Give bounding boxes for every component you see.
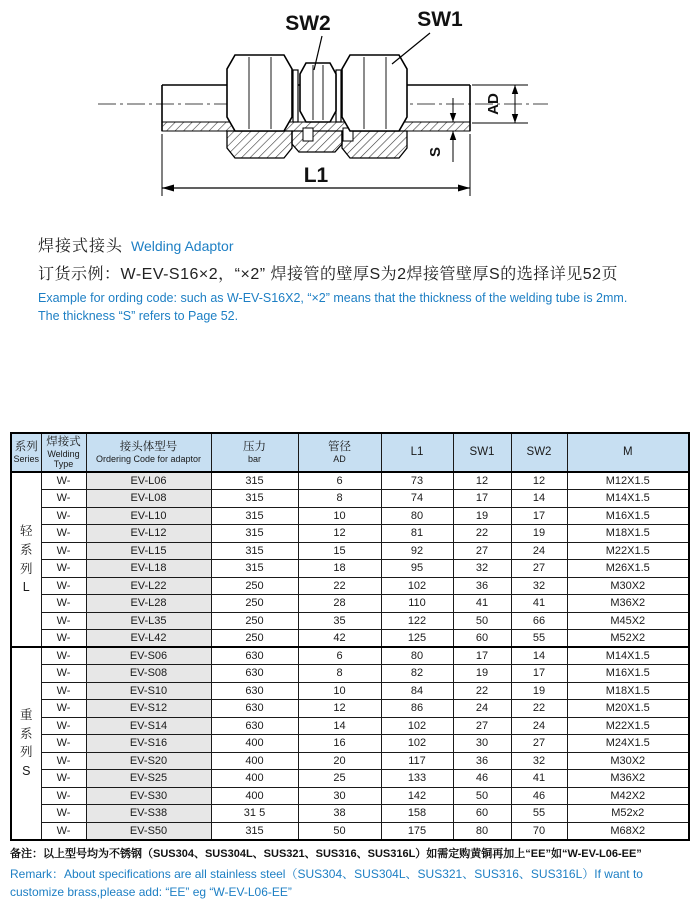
cell-sw2: 27 [511, 560, 567, 578]
cell-welding: W- [41, 560, 86, 578]
spec-table [10, 432, 690, 841]
cell-code: EV-S25 [86, 770, 211, 788]
cell-sw1: 60 [453, 630, 511, 648]
cell-sw1: 36 [453, 752, 511, 770]
cell-welding: W- [41, 787, 86, 805]
cell-ad: 15 [298, 542, 381, 560]
cell-sw1: 19 [453, 507, 511, 525]
order-example-english-2: The thickness “S” refers to Page 52. [38, 309, 239, 323]
cell-bar: 315 [211, 507, 298, 525]
cell-ad: 14 [298, 717, 381, 735]
cell-sw1: 30 [453, 735, 511, 753]
cell-sw1: 27 [453, 717, 511, 735]
cell-l1: 92 [381, 542, 453, 560]
cell-l1: 102 [381, 577, 453, 595]
cell-m: M14X1.5 [567, 647, 689, 665]
cell-bar: 315 [211, 542, 298, 560]
column-header: 系列 Series [11, 433, 41, 472]
column-header: SW2 [511, 433, 567, 472]
cell-l1: 73 [381, 472, 453, 490]
cell-sw2: 24 [511, 542, 567, 560]
cell-m: M42X2 [567, 787, 689, 805]
cell-sw2: 46 [511, 787, 567, 805]
cell-code: EV-L12 [86, 525, 211, 543]
dimension-label-sw2: SW2 [285, 12, 331, 35]
cell-m: M68X2 [567, 822, 689, 840]
cell-code: EV-S30 [86, 787, 211, 805]
cell-sw2: 22 [511, 700, 567, 718]
cell-l1: 175 [381, 822, 453, 840]
cell-sw2: 17 [511, 665, 567, 683]
cell-sw2: 19 [511, 525, 567, 543]
cell-bar: 315 [211, 490, 298, 508]
cell-sw1: 12 [453, 472, 511, 490]
dimension-label-ad: AD [485, 93, 502, 115]
cell-welding: W- [41, 525, 86, 543]
cell-ad: 20 [298, 752, 381, 770]
series-group-label: 重 系 列 S [11, 647, 41, 840]
cell-welding: W- [41, 577, 86, 595]
series-group-label: 轻 系 列 L [11, 472, 41, 647]
table-row [11, 682, 689, 700]
cell-code: EV-S10 [86, 682, 211, 700]
cell-l1: 80 [381, 647, 453, 665]
cell-sw1: 32 [453, 560, 511, 578]
cell-m: M52X2 [567, 630, 689, 648]
cell-l1: 158 [381, 805, 453, 823]
cell-welding: W- [41, 805, 86, 823]
table-row [11, 787, 689, 805]
cell-l1: 110 [381, 595, 453, 613]
cell-ad: 10 [298, 507, 381, 525]
cell-sw2: 55 [511, 805, 567, 823]
cell-welding: W- [41, 542, 86, 560]
tube-wall-section [162, 122, 470, 131]
cell-m: M45X2 [567, 612, 689, 630]
cell-bar: 400 [211, 735, 298, 753]
cell-code: EV-S08 [86, 665, 211, 683]
cell-sw2: 24 [511, 717, 567, 735]
cell-l1: 102 [381, 717, 453, 735]
cell-bar: 630 [211, 665, 298, 683]
cell-m: M18X1.5 [567, 682, 689, 700]
cell-l1: 122 [381, 612, 453, 630]
cell-welding: W- [41, 630, 86, 648]
table-row [11, 595, 689, 613]
cell-ad: 18 [298, 560, 381, 578]
cell-welding: W- [41, 752, 86, 770]
cell-ad: 50 [298, 822, 381, 840]
cell-bar: 250 [211, 612, 298, 630]
cell-l1: 102 [381, 735, 453, 753]
cell-welding: W- [41, 595, 86, 613]
spec-table-header [11, 433, 689, 472]
cell-ad: 22 [298, 577, 381, 595]
cell-sw1: 17 [453, 647, 511, 665]
cell-bar: 630 [211, 717, 298, 735]
column-header: 压力 bar [211, 433, 298, 472]
cell-m: M16X1.5 [567, 665, 689, 683]
cell-m: M30X2 [567, 752, 689, 770]
cell-bar: 400 [211, 752, 298, 770]
cell-code: EV-S20 [86, 752, 211, 770]
cell-bar: 315 [211, 525, 298, 543]
cell-sw1: 27 [453, 542, 511, 560]
cell-ad: 28 [298, 595, 381, 613]
cell-sw2: 55 [511, 630, 567, 648]
cell-sw2: 32 [511, 577, 567, 595]
cell-code: EV-S38 [86, 805, 211, 823]
cell-welding: W- [41, 682, 86, 700]
cell-sw1: 19 [453, 665, 511, 683]
cell-sw2: 70 [511, 822, 567, 840]
cell-sw1: 50 [453, 787, 511, 805]
cell-sw2: 12 [511, 472, 567, 490]
cell-ad: 42 [298, 630, 381, 648]
cell-m: M24X1.5 [567, 735, 689, 753]
cell-sw2: 19 [511, 682, 567, 700]
cell-m: M12X1.5 [567, 472, 689, 490]
cell-bar: 250 [211, 577, 298, 595]
remark-english-1: Remark：About specifications are all stainless steel（SUS304、SUS304L、SUS321、SUS316、SUS316L）If want to [10, 867, 643, 881]
spec-table-body [11, 472, 689, 840]
cell-sw1: 36 [453, 577, 511, 595]
cell-sw2: 41 [511, 770, 567, 788]
cell-m: M14X1.5 [567, 490, 689, 508]
dimension-label-l1: L1 [303, 164, 329, 187]
table-row [11, 472, 689, 490]
cell-ad: 6 [298, 647, 381, 665]
cell-m: M22X1.5 [567, 717, 689, 735]
cell-welding: W- [41, 717, 86, 735]
order-example-english-1: Example for ording code: such as W-EV-S16X2, “×2” means that the thickness of the welding tube is 2mm. [38, 291, 628, 305]
table-row [11, 560, 689, 578]
cell-welding: W- [41, 612, 86, 630]
column-header: L1 [381, 433, 453, 472]
cell-l1: 74 [381, 490, 453, 508]
order-example-chinese: 订货示例：W-EV-S16×2，“×2” 焊接管的壁厚S为2焊接管壁厚S的选择详见52页 [38, 266, 619, 283]
cell-l1: 142 [381, 787, 453, 805]
cell-welding: W- [41, 665, 86, 683]
column-header: SW1 [453, 433, 511, 472]
cell-welding: W- [41, 700, 86, 718]
table-row [11, 612, 689, 630]
cell-sw1: 50 [453, 612, 511, 630]
cell-code: EV-L15 [86, 542, 211, 560]
table-row [11, 770, 689, 788]
cell-bar: 250 [211, 630, 298, 648]
table-row [11, 735, 689, 753]
cell-welding: W- [41, 647, 86, 665]
cell-sw1: 46 [453, 770, 511, 788]
cell-code: EV-L42 [86, 630, 211, 648]
cell-l1: 84 [381, 682, 453, 700]
cell-ad: 35 [298, 612, 381, 630]
cell-m: M36X2 [567, 770, 689, 788]
table-row [11, 822, 689, 840]
cell-code: EV-S06 [86, 647, 211, 665]
cell-sw2: 32 [511, 752, 567, 770]
column-header: 接头体型号 Ordering Code for adaptor [86, 433, 211, 472]
table-row [11, 647, 689, 665]
cell-sw1: 24 [453, 700, 511, 718]
title-english: Welding Adaptor [131, 238, 234, 254]
cell-sw1: 80 [453, 822, 511, 840]
table-row [11, 525, 689, 543]
cell-m: M52x2 [567, 805, 689, 823]
cell-welding: W- [41, 822, 86, 840]
cell-bar: 31 5 [211, 805, 298, 823]
cell-bar: 630 [211, 700, 298, 718]
cell-l1: 117 [381, 752, 453, 770]
cell-l1: 125 [381, 630, 453, 648]
table-row [11, 630, 689, 648]
cell-l1: 80 [381, 507, 453, 525]
cell-sw1: 22 [453, 682, 511, 700]
column-header: M [567, 433, 689, 472]
cell-ad: 12 [298, 700, 381, 718]
remark-english-2: customize brass,please add: “EE” eg “W-EV-L06-EE” [10, 885, 292, 899]
hex-nut-center [300, 63, 336, 122]
cell-code: EV-S12 [86, 700, 211, 718]
cell-ad: 30 [298, 787, 381, 805]
remark-chinese: 备注：以上型号均为不锈钢（SUS304、SUS304L、SUS321、SUS316、SUS316L）如需定购黄铜再加上“EE”如“W-EV-L06-EE” [10, 848, 642, 860]
hex-nut-right [342, 55, 407, 131]
cell-sw2: 27 [511, 735, 567, 753]
table-row [11, 665, 689, 683]
page-title [38, 233, 668, 256]
cell-sw2: 17 [511, 507, 567, 525]
table-row [11, 507, 689, 525]
technical-drawing [0, 0, 693, 230]
cell-bar: 630 [211, 647, 298, 665]
cell-code: EV-L08 [86, 490, 211, 508]
table-row [11, 700, 689, 718]
dimension-label-sw1: SW1 [417, 8, 463, 31]
cell-sw2: 14 [511, 490, 567, 508]
body-section-center [292, 131, 342, 152]
cell-bar: 315 [211, 560, 298, 578]
column-header: 焊接式 Welding Type [41, 433, 86, 472]
cell-sw1: 60 [453, 805, 511, 823]
cell-ad: 8 [298, 665, 381, 683]
cell-code: EV-S16 [86, 735, 211, 753]
cell-welding: W- [41, 770, 86, 788]
cell-m: M18X1.5 [567, 525, 689, 543]
body-section-left [227, 131, 292, 158]
title-chinese: 焊接式接头 [38, 238, 124, 255]
cell-m: M26X1.5 [567, 560, 689, 578]
cell-l1: 81 [381, 525, 453, 543]
cell-m: M16X1.5 [567, 507, 689, 525]
cell-bar: 315 [211, 472, 298, 490]
cell-welding: W- [41, 472, 86, 490]
cell-ad: 16 [298, 735, 381, 753]
table-row [11, 577, 689, 595]
intro-section [38, 233, 668, 325]
cell-sw1: 41 [453, 595, 511, 613]
cell-ad: 6 [298, 472, 381, 490]
cell-code: EV-L18 [86, 560, 211, 578]
table-row [11, 805, 689, 823]
table-row [11, 752, 689, 770]
cell-ad: 8 [298, 490, 381, 508]
column-header: 管径 AD [298, 433, 381, 472]
cell-bar: 400 [211, 787, 298, 805]
dimension-label-s: S [427, 146, 444, 158]
cell-l1: 133 [381, 770, 453, 788]
cell-bar: 315 [211, 822, 298, 840]
cell-code: EV-S50 [86, 822, 211, 840]
table-row [11, 717, 689, 735]
cell-m: M20X1.5 [567, 700, 689, 718]
cell-ad: 10 [298, 682, 381, 700]
cell-l1: 86 [381, 700, 453, 718]
cell-sw2: 14 [511, 647, 567, 665]
cell-bar: 250 [211, 595, 298, 613]
cell-bar: 630 [211, 682, 298, 700]
table-row [11, 542, 689, 560]
hex-nut-left [227, 55, 292, 131]
cell-ad: 38 [298, 805, 381, 823]
cell-welding: W- [41, 490, 86, 508]
cell-l1: 95 [381, 560, 453, 578]
cell-m: M36X2 [567, 595, 689, 613]
cell-welding: W- [41, 735, 86, 753]
remark-section [10, 846, 686, 901]
table-row [11, 490, 689, 508]
cell-ad: 25 [298, 770, 381, 788]
cell-code: EV-L10 [86, 507, 211, 525]
cell-sw1: 22 [453, 525, 511, 543]
cell-l1: 82 [381, 665, 453, 683]
cell-ad: 12 [298, 525, 381, 543]
cell-code: EV-L22 [86, 577, 211, 595]
cell-bar: 400 [211, 770, 298, 788]
cell-sw2: 41 [511, 595, 567, 613]
cell-welding: W- [41, 507, 86, 525]
cell-code: EV-L06 [86, 472, 211, 490]
cell-code: EV-S14 [86, 717, 211, 735]
cell-code: EV-L28 [86, 595, 211, 613]
cell-code: EV-L35 [86, 612, 211, 630]
cell-m: M30X2 [567, 577, 689, 595]
cell-sw2: 66 [511, 612, 567, 630]
cell-m: M22X1.5 [567, 542, 689, 560]
cell-sw1: 17 [453, 490, 511, 508]
